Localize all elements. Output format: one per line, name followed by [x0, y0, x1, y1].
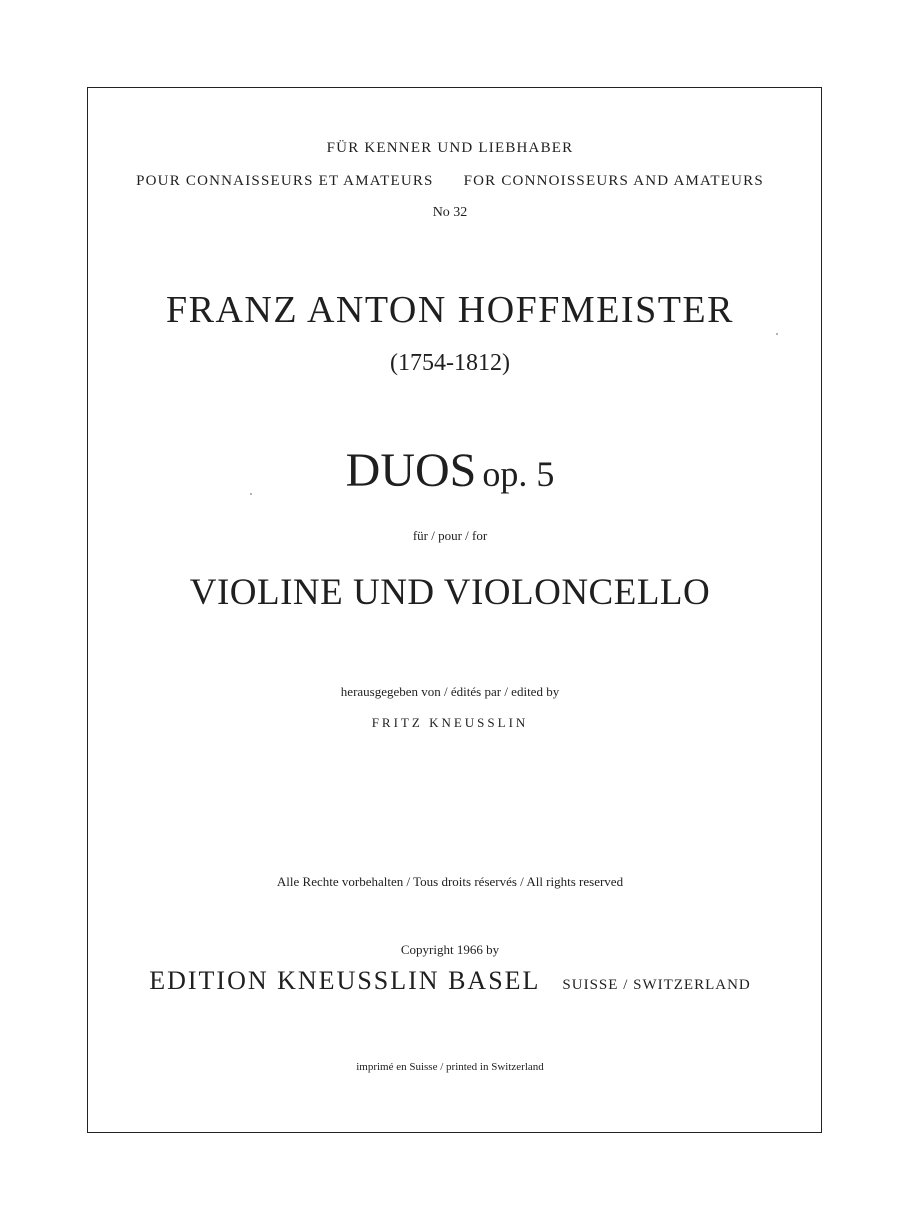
composer-dates: (1754-1812) [390, 350, 510, 376]
printed-notice: imprimé en Suisse / printed in Switzerland [356, 1061, 544, 1073]
work-title [0, 443, 900, 498]
work-opus: op. 5 [482, 454, 555, 494]
publisher-country: SUISSE / SWITZERLAND [562, 977, 751, 993]
instrumentation: VIOLINE UND VIOLONCELLO [189, 572, 711, 613]
copyright-line: Copyright 1966 by [400, 942, 500, 957]
series-title-english: FOR CONNOISSEURS AND AMATEURS [463, 173, 764, 189]
publisher-row [0, 966, 900, 996]
series-title-row [0, 173, 900, 190]
paper-speck [250, 493, 252, 495]
composer-name: FRANZ ANTON HOFFMEISTER [166, 289, 734, 331]
series-number: No 32 [432, 205, 468, 220]
publisher-name: EDITION KNEUSSLIN BASEL [149, 966, 541, 995]
paper-speck [776, 333, 778, 335]
for-line: für / pour / for [412, 528, 488, 543]
series-title-german: FÜR KENNER UND LIEBHABER [326, 140, 574, 156]
series-title-french: POUR CONNAISSEURS ET AMATEURS [136, 173, 434, 189]
rights-notice: Alle Rechte vorbehalten / Tous droits réservés / All rights reserved [276, 874, 624, 889]
work-title-main: DUOS [345, 444, 477, 497]
edited-by-label: herausgegeben von / édités par / edited by [340, 684, 560, 699]
editor-name: FRITZ KNEUSSLIN [371, 715, 529, 730]
